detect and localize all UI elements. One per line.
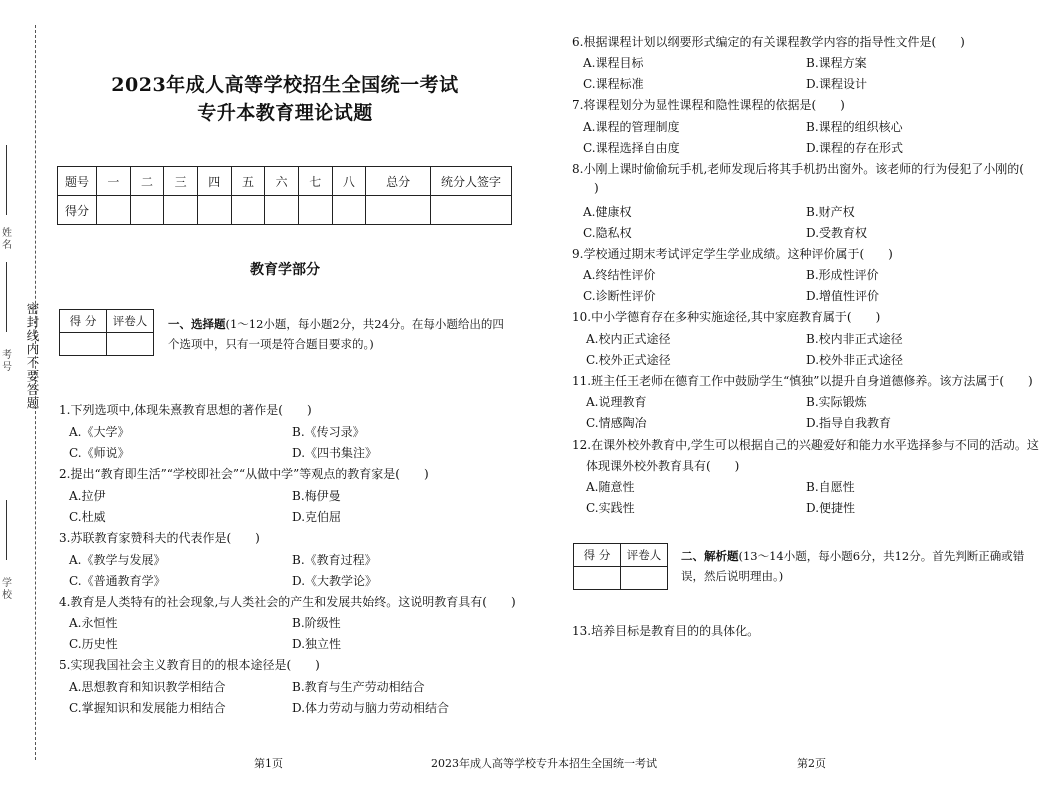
option: C.诊断性评价 <box>583 289 656 303</box>
question-stem: 7.将课程划分为显性课程和隐性课程的依据是( ) <box>572 98 845 112</box>
option: C.校外正式途径 <box>586 353 671 367</box>
question-stem: 6.根据课程计划以纲要形式编定的有关课程教学内容的指导性文件是( ) <box>572 35 965 49</box>
option: C.《师说》 <box>69 446 130 460</box>
option: A.健康权 <box>583 205 632 219</box>
side-mark-id: 考号 <box>2 350 12 373</box>
score-cell <box>164 196 198 225</box>
section-title: 教育学部分 <box>250 262 320 278</box>
option: A.校内正式途径 <box>586 332 671 346</box>
score-cell <box>366 196 431 225</box>
grader-box-part1 <box>59 309 154 356</box>
option: B.课程的组织核心 <box>806 120 903 134</box>
question-stem: 8.小刚上课时偷偷玩手机,老师发现后将其手机扔出窗外。该老师的行为侵犯了小刚的( <box>572 162 1024 176</box>
option: B.自愿性 <box>806 480 855 494</box>
score-header-cell: 二 <box>130 167 164 196</box>
score-header-cell: 六 <box>265 167 299 196</box>
option: B.形成性评价 <box>806 268 879 282</box>
option: C.历史性 <box>69 637 118 651</box>
question-stem: 4.教育是人类特有的社会现象,与人类社会的产生和发展共始终。这说明教育具有( ) <box>59 595 516 609</box>
option: A.课程目标 <box>583 56 644 70</box>
question-13-stem: 13.培养目标是教育目的的具体化。 <box>572 624 760 638</box>
binding-warning-text: 密封线内不要答题 <box>25 302 40 410</box>
option: B.课程方案 <box>806 56 867 70</box>
option: D.课程设计 <box>806 77 868 91</box>
option: C.掌握知识和发展能力相结合 <box>69 701 226 715</box>
score-cell <box>231 196 265 225</box>
option: D.《四书集注》 <box>292 446 378 460</box>
score-header-cell: 总分 <box>366 167 431 196</box>
question-stem: 9.学校通过期末考试评定学生学业成绩。这种评价属于( ) <box>572 247 893 261</box>
option: C.杜威 <box>69 510 106 524</box>
option: D.《大教学论》 <box>292 574 378 588</box>
option: B.财产权 <box>806 205 855 219</box>
question-stem: 3.苏联教育家赞科夫的代表作是( ) <box>59 531 260 545</box>
option: C.课程标准 <box>583 77 644 91</box>
option: A.拉伊 <box>69 489 106 503</box>
option: A.终结性评价 <box>583 268 656 282</box>
grader-score-label: 得 分 <box>574 544 621 567</box>
option: B.《教育过程》 <box>292 553 377 567</box>
question-stem: 11.班主任王老师在德育工作中鼓励学生“慎独”以提升自身道德修养。该方法属于( ) <box>572 374 1033 388</box>
score-cell <box>265 196 299 225</box>
score-row-label: 得分 <box>58 196 97 225</box>
grader-score-cell <box>60 333 107 356</box>
part1-desc-line2: 个选项中，只有一项是符合题目要求的。) <box>168 337 374 351</box>
grader-sign-cell <box>107 333 154 356</box>
option: D.体力劳动与脑力劳动相结合 <box>292 701 450 715</box>
score-header-cell: 七 <box>298 167 332 196</box>
part2-heading: 二、解析题 <box>681 549 739 563</box>
part2-instructions <box>681 546 1029 586</box>
option: B.实际锻炼 <box>806 395 867 409</box>
footer-page2: 第2页 <box>797 757 826 770</box>
exam-title: 2023年成人高等学校招生全国统一考试 <box>111 74 459 96</box>
option: A.随意性 <box>586 480 635 494</box>
footer-page1: 第1页 <box>254 757 283 770</box>
option: C.情感陶冶 <box>586 416 647 430</box>
option: B.教育与生产劳动相结合 <box>292 680 425 694</box>
grader-sign-cell <box>621 567 668 590</box>
question-stem-continued: ) <box>594 181 599 195</box>
side-mark-name: 姓名 <box>2 228 12 251</box>
part1-desc-line1: (1～12小题，每小题2分，共24分。在每小题给出的四 <box>225 317 504 331</box>
option: A.思想教育和知识教学相结合 <box>69 680 226 694</box>
option: B.《传习录》 <box>292 425 365 439</box>
score-table-score-row <box>58 196 512 225</box>
grader-score-cell <box>574 567 621 590</box>
score-cell <box>130 196 164 225</box>
score-cell <box>332 196 366 225</box>
score-table-header-row <box>58 167 512 196</box>
option: B.梅伊曼 <box>292 489 341 503</box>
score-table <box>57 166 512 225</box>
score-header-cell: 题号 <box>58 167 97 196</box>
option: D.克伯屈 <box>292 510 342 524</box>
question-stem: 10.中小学德育存在多种实施途径,其中家庭教育属于( ) <box>572 310 881 324</box>
name-write-line <box>6 145 7 215</box>
option: D.受教育权 <box>806 226 868 240</box>
grader-score-label: 得 分 <box>60 310 107 333</box>
question-stem-continued: 体现课外校外教育具有( ) <box>586 459 740 473</box>
score-cell <box>97 196 131 225</box>
part1-instructions <box>168 314 513 354</box>
grader-label: 评卷人 <box>621 544 668 567</box>
score-cell <box>298 196 332 225</box>
option: C.课程选择自由度 <box>583 141 680 155</box>
score-header-cell: 四 <box>197 167 231 196</box>
question-stem: 2.提出“教育即生活”“学校即社会”“从做中学”等观点的教育家是( ) <box>59 467 429 481</box>
footer-center: 2023年成人高等学校专升本招生全国统一考试 <box>431 757 657 770</box>
option: D.独立性 <box>292 637 342 651</box>
question-stem: 1.下列选项中,体现朱熹教育思想的著作是( ) <box>59 403 312 417</box>
part2-desc-line1: (13～14小题，每小题6分，共12分。首先判断正确或错 <box>738 549 1025 563</box>
question-stem: 5.实现我国社会主义教育目的的根本途径是( ) <box>59 658 320 672</box>
part1-heading: 一、选择题 <box>168 317 226 331</box>
score-cell <box>197 196 231 225</box>
option: D.增值性评价 <box>806 289 880 303</box>
score-header-cell: 统分人签字 <box>431 167 512 196</box>
side-mark-school: 学校 <box>2 578 12 601</box>
option: D.课程的存在形式 <box>806 141 904 155</box>
score-header-cell: 五 <box>231 167 265 196</box>
option: B.校内非正式途径 <box>806 332 903 346</box>
option: A.永恒性 <box>69 616 118 630</box>
score-header-cell: 三 <box>164 167 198 196</box>
option: D.指导自我教育 <box>806 416 892 430</box>
option: D.便捷性 <box>806 501 856 515</box>
option: A.《教学与发展》 <box>69 553 166 567</box>
school-write-line <box>6 500 7 560</box>
option: B.阶级性 <box>292 616 341 630</box>
option: A.说理教育 <box>586 395 647 409</box>
option: A.课程的管理制度 <box>583 120 680 134</box>
part2-desc-line2: 误，然后说明理由。) <box>681 569 784 583</box>
id-write-line <box>6 262 7 332</box>
option: C.隐私权 <box>583 226 632 240</box>
score-cell <box>431 196 512 225</box>
option: A.《大学》 <box>69 425 130 439</box>
score-header-cell: 一 <box>97 167 131 196</box>
score-header-cell: 八 <box>332 167 366 196</box>
option: D.校外非正式途径 <box>806 353 904 367</box>
grader-label: 评卷人 <box>107 310 154 333</box>
exam-subtitle: 专升本教育理论试题 <box>197 102 373 124</box>
option: C.《普通教育学》 <box>69 574 166 588</box>
grader-box-part2 <box>573 543 668 590</box>
option: C.实践性 <box>586 501 635 515</box>
question-stem: 12.在课外校外教育中,学生可以根据自己的兴趣爱好和能力水平选择参与不同的活动。这 <box>572 438 1039 452</box>
